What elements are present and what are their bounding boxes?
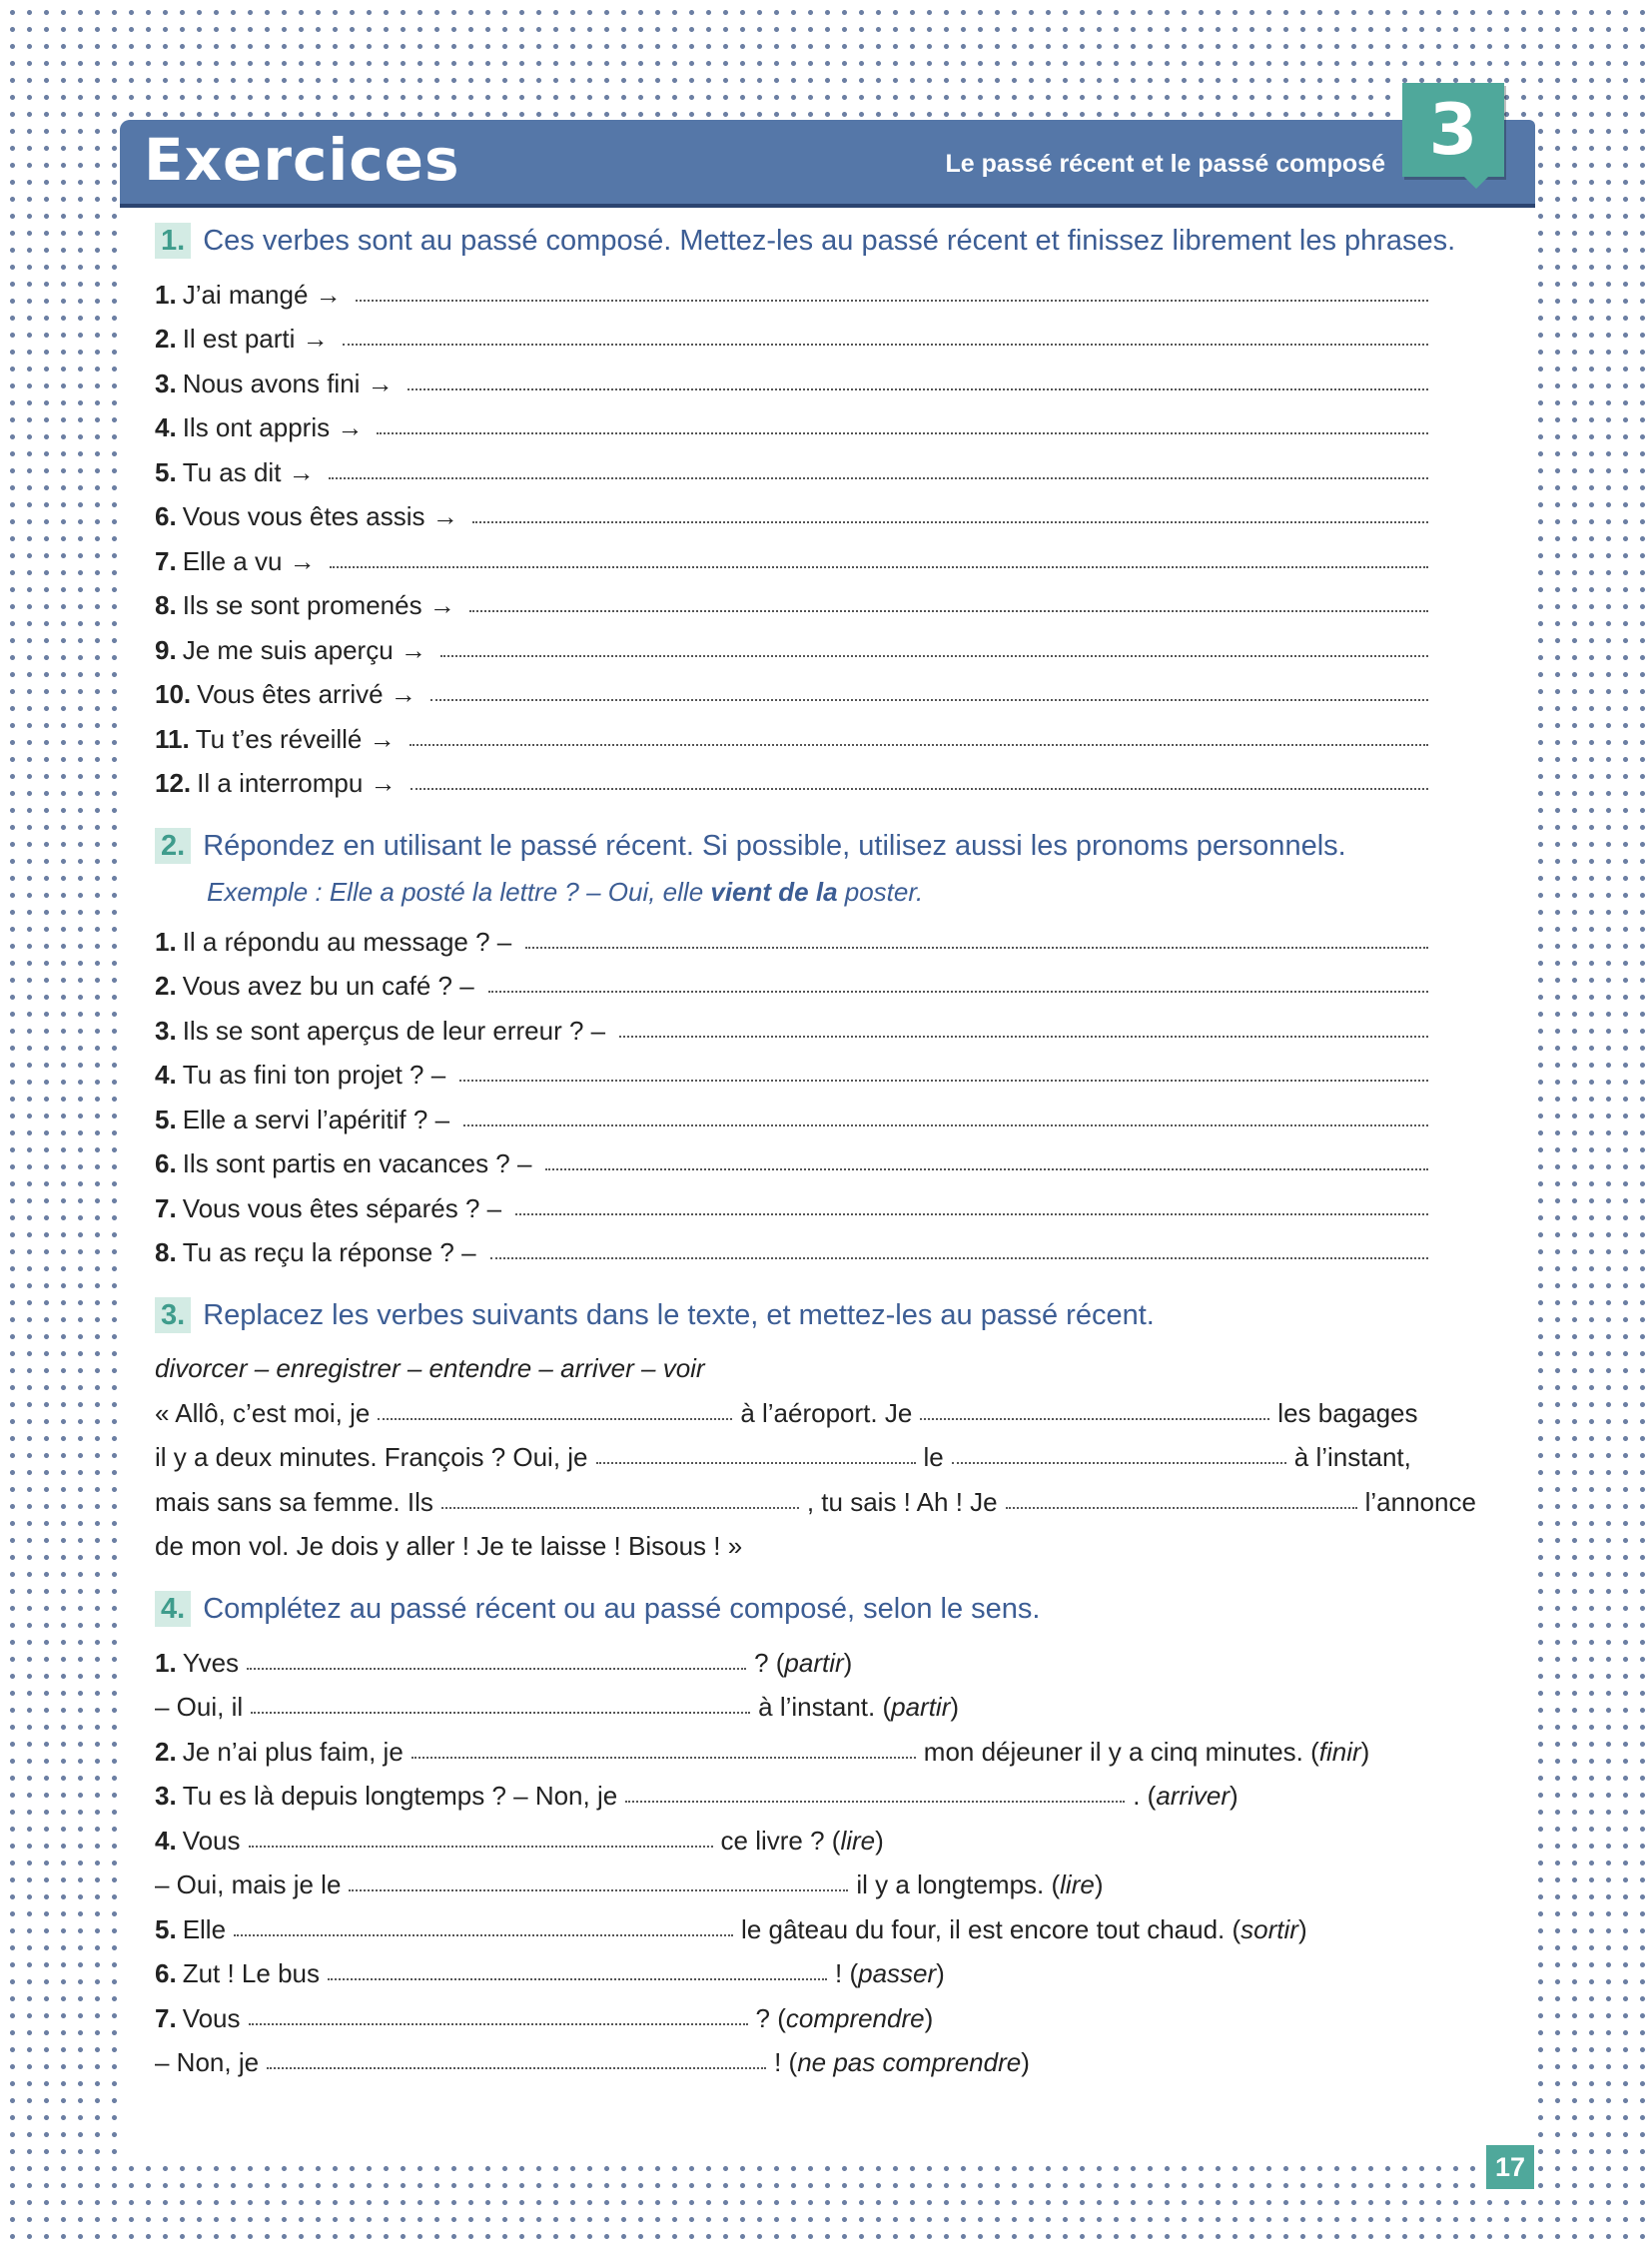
answer-blank[interactable]	[328, 1977, 827, 1980]
exercise-3-number: 3.	[155, 1297, 191, 1333]
answer-blank[interactable]	[440, 654, 1428, 657]
item-close: )	[1094, 1869, 1104, 1899]
item-number: 3.	[155, 368, 177, 398]
exercise-4-item	[155, 2034, 1493, 2079]
item-continuation: le gâteau du four, il est encore tout chaud. (	[741, 1913, 1241, 1944]
item-number: 2.	[155, 324, 177, 354]
exercise-2-instruction: Répondez en utilisant le passé récent. Si possible, utilisez aussi les pronoms personnels.	[203, 829, 1346, 862]
item-number: 5.	[155, 456, 177, 487]
exercise-2-item	[155, 1047, 1493, 1092]
item-continuation: ! (	[835, 1958, 859, 1988]
item-number: 2.	[155, 971, 177, 1001]
item-number: 9.	[155, 634, 177, 665]
item-number: 4.	[155, 1825, 177, 1856]
verb-list: divorcer – enregistrer – entendre – arriver – voir	[155, 1353, 705, 1383]
item-continuation: ? (	[754, 1647, 785, 1678]
item-prompt: Ils se sont promenés →	[182, 590, 455, 620]
answer-blank[interactable]	[356, 299, 1428, 302]
text-line-3	[155, 1473, 1493, 1518]
exercise-4-item	[155, 1812, 1493, 1857]
item-number: 8.	[155, 1237, 177, 1267]
exercise-4-item	[155, 1634, 1493, 1679]
item-prompt: Vous	[182, 1825, 241, 1856]
exercise-4-item	[155, 1945, 1493, 1990]
answer-blank[interactable]	[619, 1035, 1428, 1038]
item-number: 1.	[155, 926, 177, 957]
item-prompt: Elle	[182, 1913, 227, 1944]
item-continuation: ce livre ? (	[720, 1825, 841, 1856]
item-number: 12.	[155, 768, 192, 798]
exercise-1-item	[155, 311, 1493, 356]
item-prompt: Zut ! Le bus	[182, 1958, 320, 1988]
exercise-2-item	[155, 1135, 1493, 1180]
answer-blank[interactable]	[249, 2022, 748, 2025]
answer-blank[interactable]	[463, 1123, 1428, 1126]
answer-blank[interactable]	[412, 1756, 916, 1759]
answer-blank[interactable]	[249, 1845, 713, 1848]
verb-hint: lire	[1060, 1869, 1095, 1899]
text-fragment: le	[923, 1442, 944, 1472]
item-number: 5.	[155, 1913, 177, 1944]
item-number: 4.	[155, 1060, 177, 1090]
exercise-2-heading	[155, 827, 1493, 865]
exercise-2-item	[155, 958, 1493, 1003]
verb-hint: partir	[891, 1692, 951, 1722]
item-number: 7.	[155, 1192, 177, 1223]
item-number: 2.	[155, 1736, 177, 1767]
answer-blank[interactable]	[545, 1167, 1428, 1170]
answer-blank[interactable]	[490, 1256, 1428, 1259]
verb-hint: passer	[858, 1958, 937, 1988]
text-fragment: il y a deux minutes. François ? Oui, je	[155, 1442, 588, 1472]
answer-blank[interactable]	[525, 946, 1428, 949]
answer-blank[interactable]	[625, 1800, 1125, 1803]
answer-blank[interactable]	[469, 609, 1428, 612]
item-prompt: Je me suis aperçu →	[182, 634, 426, 665]
exercise-2-item	[155, 1091, 1493, 1135]
item-continuation: . (	[1133, 1781, 1157, 1811]
answer-blank[interactable]	[1006, 1506, 1357, 1509]
item-prompt: Vous vous êtes séparés ? –	[182, 1192, 502, 1223]
item-prompt: Vous êtes arrivé →	[197, 679, 416, 709]
item-continuation: il y a longtemps. (	[856, 1869, 1061, 1899]
answer-blank[interactable]	[920, 1417, 1269, 1420]
exercise-4-number: 4.	[155, 1591, 191, 1627]
verb-hint: ne pas comprendre	[797, 2047, 1022, 2077]
exercise-2-item	[155, 1179, 1493, 1224]
answer-blank[interactable]	[459, 1079, 1428, 1082]
answer-blank[interactable]	[330, 565, 1428, 568]
item-number: 3.	[155, 1015, 177, 1046]
answer-blank[interactable]	[349, 1888, 848, 1891]
answer-blank[interactable]	[515, 1212, 1428, 1215]
item-close: )	[924, 2002, 934, 2033]
exercise-1-instruction: Ces verbes sont au passé composé. Mettez-les au passé récent et finissez librement les phrases.	[203, 224, 1456, 257]
item-close: )	[1297, 1913, 1307, 1944]
item-number: 11.	[155, 723, 190, 754]
exercise-2-list	[155, 913, 1493, 1268]
answer-blank[interactable]	[247, 1667, 746, 1670]
item-prompt: Tu as reçu la réponse ? –	[182, 1237, 476, 1267]
item-continuation: à l’instant. (	[758, 1692, 892, 1722]
item-number: 4.	[155, 412, 177, 442]
text-fragment: mais sans sa femme. Ils	[155, 1486, 433, 1517]
exercise-4-item	[155, 1679, 1493, 1724]
item-prompt: Elle a servi l’apéritif ? –	[182, 1104, 450, 1134]
item-close: )	[1229, 1781, 1239, 1811]
verb-hint: lire	[840, 1825, 876, 1856]
text-line-2	[155, 1429, 1493, 1474]
text-fragment: « Allô, c’est moi, je	[155, 1397, 371, 1428]
item-number: 6.	[155, 1958, 177, 1988]
exercise-2-item	[155, 1224, 1493, 1269]
exercise-2-example	[155, 871, 1493, 913]
item-prompt: Elle a vu →	[182, 545, 316, 576]
text-line-4: de mon vol. Je dois y aller ! Je te laisse ! Bisous ! »	[155, 1531, 743, 1561]
item-prompt: Yves	[182, 1647, 240, 1678]
exercise-1-heading	[155, 222, 1493, 260]
answer-blank[interactable]	[377, 431, 1428, 434]
text-fragment: à l’instant,	[1293, 1442, 1411, 1472]
exercise-4-instruction: Complétez au passé récent ou au passé composé, selon le sens.	[203, 1592, 1041, 1625]
item-number: 1.	[155, 279, 177, 310]
exercise-4-item	[155, 1989, 1493, 2034]
item-prompt: Je n’ai plus faim, je	[182, 1736, 404, 1767]
page-number: 17	[1486, 2145, 1534, 2189]
exercise-3-heading	[155, 1296, 1493, 1334]
item-prompt: Ils ont appris →	[182, 412, 364, 442]
item-number: 10.	[155, 679, 192, 709]
exercise-1-number: 1.	[155, 223, 191, 259]
answer-blank[interactable]	[441, 1506, 799, 1509]
exercise-4-item	[155, 1900, 1493, 1945]
answer-blank[interactable]	[596, 1461, 916, 1464]
item-close: )	[950, 1692, 960, 1722]
item-prompt: Tu t’es réveillé →	[195, 723, 396, 754]
page-subtitle: Le passé récent et le passé composé	[945, 150, 1385, 178]
text-fragment: les bagages	[1277, 1397, 1418, 1428]
item-prompt: Tu as dit →	[182, 456, 315, 487]
exercise-1-item	[155, 443, 1493, 488]
answer-blank[interactable]	[251, 1711, 750, 1714]
item-number: 8.	[155, 590, 177, 620]
answer-blank[interactable]	[329, 476, 1428, 479]
item-prompt: Ils sont partis en vacances ? –	[182, 1148, 532, 1178]
item-number: 5.	[155, 1104, 177, 1134]
text-fragment: l’annonce	[1364, 1486, 1476, 1517]
item-prompt: Il est parti →	[182, 324, 329, 354]
exercise-1-list	[155, 266, 1493, 799]
item-prompt: Tu es là depuis longtemps ? – Non, je	[182, 1781, 618, 1811]
item-prompt: Ils se sont aperçus de leur erreur ? –	[182, 1015, 606, 1046]
exercise-1-item	[155, 266, 1493, 311]
answer-blank[interactable]	[408, 387, 1428, 390]
page-title: Exercices	[144, 126, 460, 194]
answer-blank[interactable]	[411, 787, 1428, 790]
text-fragment: à l’aéroport. Je	[740, 1397, 913, 1428]
item-prompt: J’ai mangé →	[182, 279, 342, 310]
exercise-1-item	[155, 355, 1493, 399]
answer-blank[interactable]	[410, 743, 1428, 746]
item-prompt: Il a répondu au message ? –	[182, 926, 512, 957]
exercise-2-item	[155, 1002, 1493, 1047]
exercise-1-item	[155, 532, 1493, 577]
exercise-1-item	[155, 399, 1493, 444]
header-bar	[120, 120, 1535, 204]
item-close: )	[875, 1825, 884, 1856]
item-continuation: mon déjeuner il y a cinq minutes. (	[923, 1736, 1319, 1767]
item-number: 7.	[155, 2002, 177, 2033]
example-highlight: vient de la	[710, 876, 838, 907]
item-number: 3.	[155, 1781, 177, 1811]
exercise-1-item	[155, 666, 1493, 711]
answer-blank[interactable]	[472, 520, 1428, 523]
answer-blank[interactable]	[267, 2066, 766, 2069]
exercise-content	[155, 222, 1493, 2078]
item-prompt: Vous	[182, 2002, 241, 2033]
exercise-4-item	[155, 1723, 1493, 1768]
exercise-4-list	[155, 1634, 1493, 2078]
item-prompt: Vous avez bu un café ? –	[182, 971, 474, 1001]
verb-hint: finir	[1318, 1736, 1361, 1767]
exercise-1-item	[155, 621, 1493, 666]
answer-blank[interactable]	[378, 1417, 732, 1420]
item-close: )	[936, 1958, 945, 1988]
item-prompt: Il a interrompu →	[197, 768, 397, 798]
answer-blank[interactable]	[343, 343, 1428, 346]
exercise-1-item	[155, 577, 1493, 622]
item-close: )	[1360, 1736, 1370, 1767]
exercise-2-number: 2.	[155, 828, 191, 864]
item-prompt: Vous vous êtes assis →	[182, 501, 458, 531]
verb-hint: comprendre	[785, 2002, 925, 2033]
exercise-4-heading	[155, 1590, 1493, 1628]
exercise-1-item	[155, 488, 1493, 533]
text-line-1	[155, 1384, 1493, 1429]
item-close: )	[1021, 2047, 1030, 2077]
item-prompt: Nous avons fini →	[182, 368, 394, 398]
exercise-4-item	[155, 1857, 1493, 1901]
exercise-2-item	[155, 913, 1493, 958]
item-prompt: – Oui, mais je le	[155, 1869, 342, 1899]
exercise-3-instruction: Replacez les verbes suivants dans le texte, et mettez-les au passé récent.	[203, 1298, 1155, 1331]
item-number: 6.	[155, 501, 177, 531]
item-prompt: – Non, je	[155, 2047, 260, 2077]
text-fragment: , tu sais ! Ah ! Je	[806, 1486, 998, 1517]
answer-blank[interactable]	[430, 698, 1428, 701]
item-continuation: ? (	[755, 2002, 786, 2033]
item-number: 1.	[155, 1647, 177, 1678]
exercise-1-item	[155, 755, 1493, 800]
item-number: 7.	[155, 545, 177, 576]
item-close: )	[843, 1647, 853, 1678]
item-prompt: – Oui, il	[155, 1692, 244, 1722]
example-text: Exemple : Elle a posté la lettre ? – Oui, elle	[207, 876, 711, 907]
verb-hint: arriver	[1156, 1781, 1230, 1811]
item-continuation: ! (	[774, 2047, 798, 2077]
exercise-1-item	[155, 710, 1493, 755]
chapter-badge: 3	[1402, 83, 1504, 177]
item-prompt: Tu as fini ton projet ? –	[182, 1060, 446, 1090]
exercise-4-item	[155, 1768, 1493, 1813]
verb-hint: partir	[784, 1647, 844, 1678]
answer-blank[interactable]	[488, 990, 1428, 993]
example-end: poster.	[837, 876, 924, 907]
verb-hint: sortir	[1240, 1913, 1298, 1944]
answer-blank[interactable]	[952, 1461, 1286, 1464]
answer-blank[interactable]	[234, 1933, 733, 1936]
item-number: 6.	[155, 1148, 177, 1178]
